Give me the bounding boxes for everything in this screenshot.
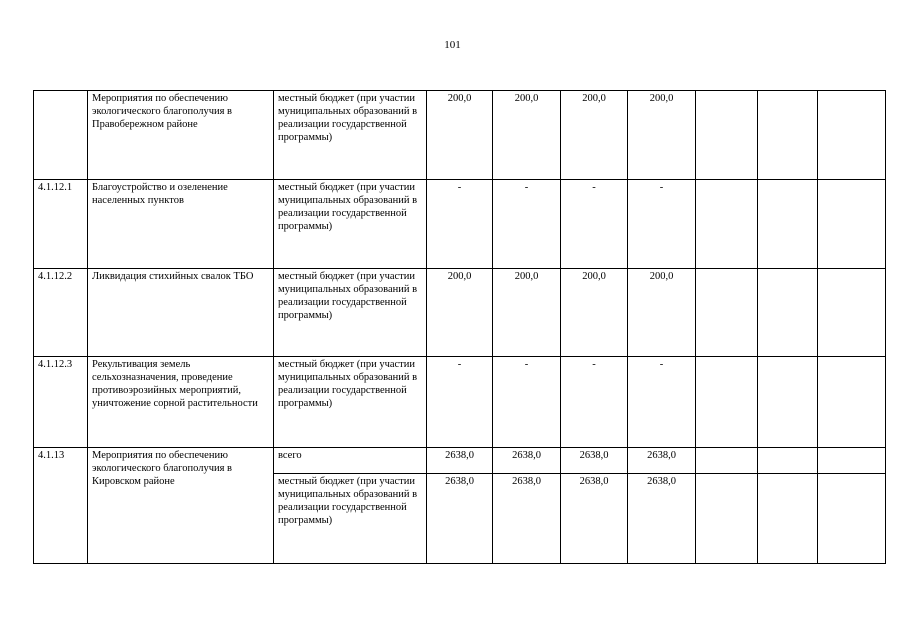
empty-cell <box>696 91 758 180</box>
row-value: - <box>427 357 493 448</box>
page-number: 101 <box>444 39 461 51</box>
row-code: 4.1.12.1 <box>34 180 88 269</box>
table-row <box>34 357 886 448</box>
table-row <box>34 269 886 357</box>
table-row <box>34 180 886 269</box>
row-value: 200,0 <box>628 269 696 357</box>
row-value: - <box>427 180 493 269</box>
row-value: 2638,0 <box>561 474 628 564</box>
empty-cell <box>818 269 886 357</box>
row-value: 2638,0 <box>493 474 561 564</box>
row-source: всего <box>274 448 427 474</box>
empty-cell <box>818 180 886 269</box>
row-value: 200,0 <box>427 269 493 357</box>
row-value: 2638,0 <box>493 448 561 474</box>
empty-cell <box>696 180 758 269</box>
empty-cell <box>818 474 886 564</box>
empty-cell <box>696 269 758 357</box>
table-row <box>34 91 886 180</box>
row-name: Рекультивация земель сельхозназначения, проведение противоэрозийных мероприятий, уничтожение сорной растительности <box>88 357 274 448</box>
row-value: 2638,0 <box>628 448 696 474</box>
row-value: 2638,0 <box>427 474 493 564</box>
row-value: - <box>493 357 561 448</box>
row-value: - <box>561 180 628 269</box>
row-value: 200,0 <box>561 91 628 180</box>
empty-cell <box>758 448 818 474</box>
budget-table <box>33 90 886 564</box>
empty-cell <box>758 180 818 269</box>
row-code: 4.1.12.2 <box>34 269 88 357</box>
empty-cell <box>758 269 818 357</box>
empty-cell <box>696 357 758 448</box>
row-source: местный бюджет (при участии муниципальных образований в реализации государственной программы) <box>274 357 427 448</box>
row-source: местный бюджет (при участии муниципальных образований в реализации государственной программы) <box>274 91 427 180</box>
row-value: 2638,0 <box>561 448 628 474</box>
empty-cell <box>758 357 818 448</box>
empty-cell <box>758 474 818 564</box>
row-value: - <box>561 357 628 448</box>
row-value: 200,0 <box>427 91 493 180</box>
row-source: местный бюджет (при участии муниципальных образований в реализации государственной программы) <box>274 269 427 357</box>
row-source: местный бюджет (при участии муниципальных образований в реализации государственной программы) <box>274 180 427 269</box>
row-name: Мероприятия по обеспечению экологического благополучия в Правобережном районе <box>88 91 274 180</box>
row-name: Благоустройство и озеленение населенных пунктов <box>88 180 274 269</box>
row-code <box>34 91 88 180</box>
table-row <box>34 448 886 474</box>
empty-cell <box>696 474 758 564</box>
row-code: 4.1.13 <box>34 448 88 564</box>
row-value: - <box>628 357 696 448</box>
row-value: 200,0 <box>561 269 628 357</box>
row-value: - <box>493 180 561 269</box>
row-code: 4.1.12.3 <box>34 357 88 448</box>
row-value: 200,0 <box>493 269 561 357</box>
row-name: Мероприятия по обеспечению экологического благополучия в Кировском районе <box>88 448 274 564</box>
empty-cell <box>696 448 758 474</box>
empty-cell <box>818 448 886 474</box>
row-value: 200,0 <box>628 91 696 180</box>
row-value: 200,0 <box>493 91 561 180</box>
row-value: 2638,0 <box>427 448 493 474</box>
empty-cell <box>758 91 818 180</box>
empty-cell <box>818 357 886 448</box>
row-source: местный бюджет (при участии муниципальных образований в реализации государственной программы) <box>274 474 427 564</box>
row-value: 2638,0 <box>628 474 696 564</box>
row-name: Ликвидация стихийных свалок ТБО <box>88 269 274 357</box>
row-value: - <box>628 180 696 269</box>
empty-cell <box>818 91 886 180</box>
